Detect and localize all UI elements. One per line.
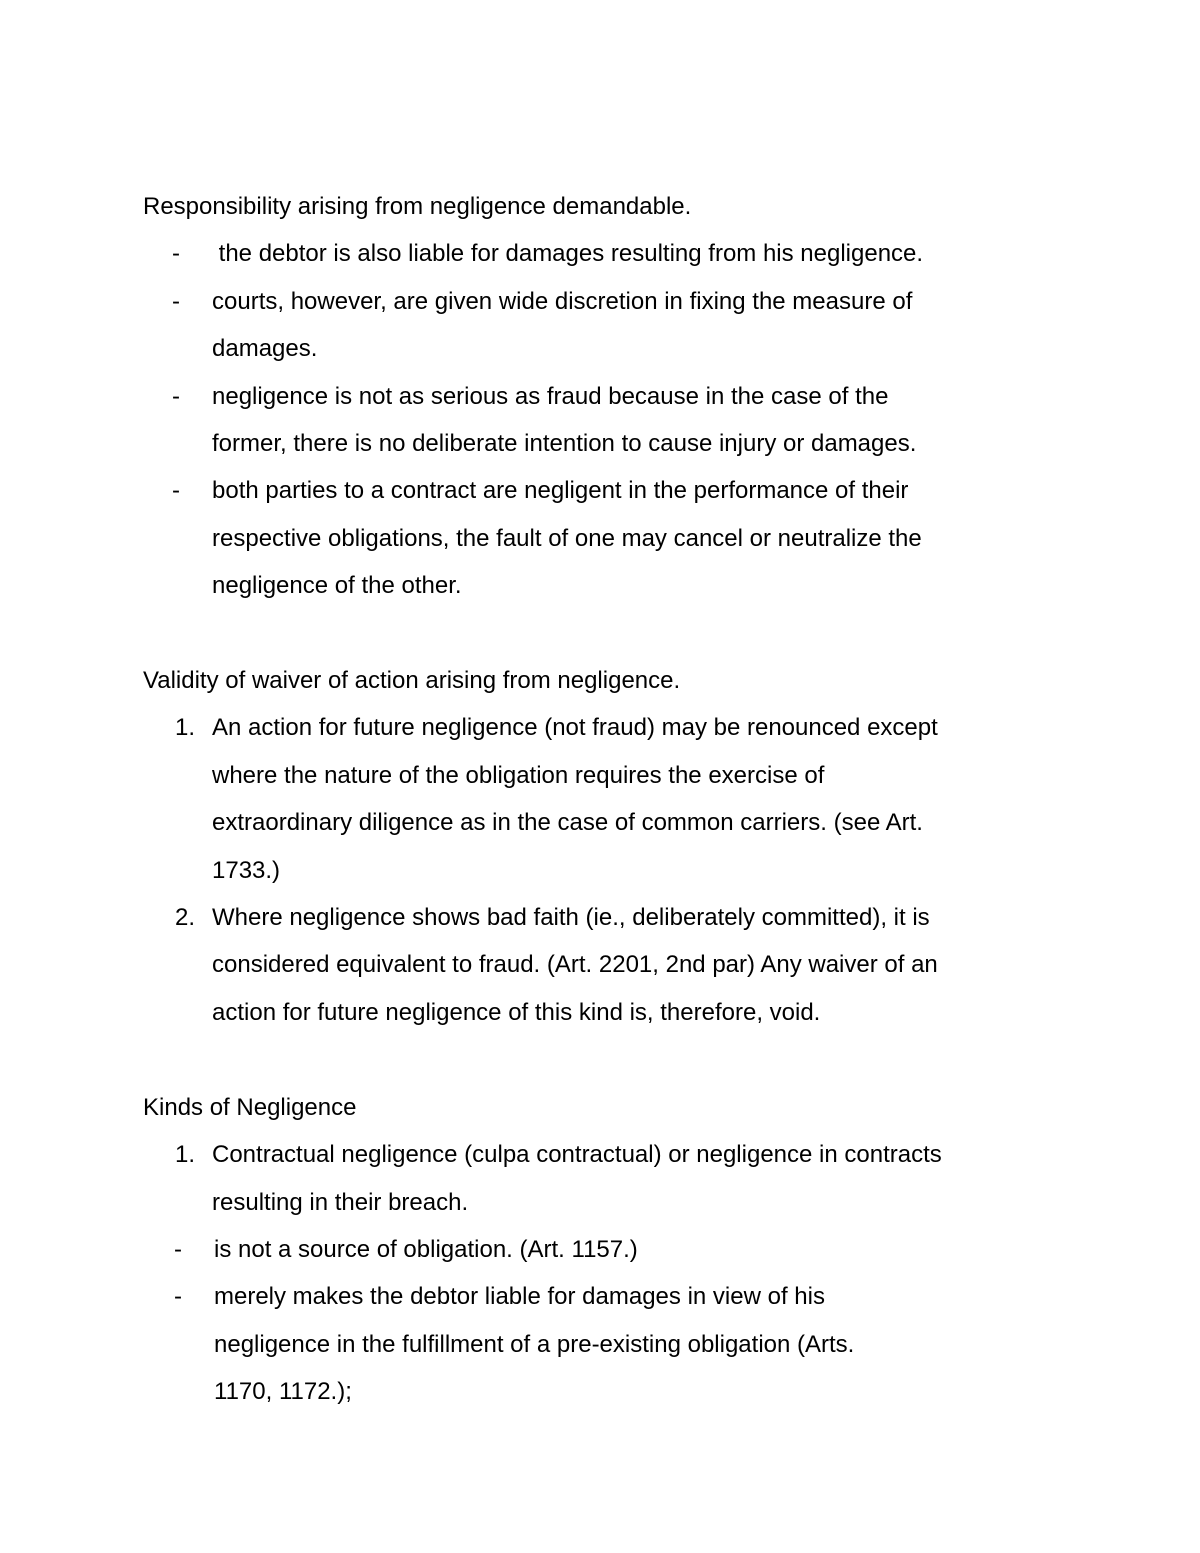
list-item-line: damages. (212, 335, 318, 363)
paragraph-spacer (143, 1036, 1063, 1083)
numbered-item (143, 704, 1063, 894)
list-item-line: Where negligence shows bad faith (ie., deliberately committed), it is (212, 904, 930, 932)
list-item-line: is not a source of obligation. (Art. 1157.) (214, 1235, 638, 1263)
section-heading-waiver: Validity of waiver of action arising from negligence. (143, 667, 681, 695)
bullet-marker: - (172, 287, 180, 315)
bullet-marker: - (172, 240, 180, 268)
list-item-line: An action for future negligence (not fraud) may be renounced except (212, 714, 938, 742)
list-item-line: negligence in the fulfillment of a pre-existing obligation (Arts. (214, 1330, 855, 1358)
list-item-line: Contractual negligence (culpa contractual) or negligence in contracts (212, 1141, 942, 1169)
sub-list-item (74, 1273, 1063, 1415)
number-marker: 1. (175, 1141, 196, 1169)
bullet-marker: - (172, 382, 180, 410)
list-item-line: considered equivalent to fraud. (Art. 2201, 2nd par) Any waiver of an (212, 951, 938, 979)
number-marker: 1. (175, 714, 196, 742)
list-item (143, 230, 1063, 277)
list-item (143, 373, 1063, 468)
document-body (143, 183, 1063, 1416)
list-item-line: the debtor is also liable for damages resulting from his negligence. (212, 240, 924, 268)
list-item-line: merely makes the debtor liable for damages in view of his (214, 1283, 825, 1311)
list-item-line: negligence of the other. (212, 572, 462, 600)
list-item-line: former, there is no deliberate intention to cause injury or damages. (212, 430, 917, 458)
number-marker: 2. (175, 904, 196, 932)
paragraph-spacer (143, 610, 1063, 657)
list-item-line: extraordinary diligence as in the case of common carriers. (see Art. (212, 809, 923, 837)
numbered-item (143, 1131, 1063, 1226)
list-item-line: both parties to a contract are negligent in the performance of their (212, 477, 909, 505)
bullet-marker: - (172, 477, 180, 505)
bullet-marker: - (174, 1283, 182, 1311)
list-item-line: where the nature of the obligation requires the exercise of (212, 761, 825, 789)
section-heading-kinds: Kinds of Negligence (143, 1093, 357, 1121)
list-item-line: respective obligations, the fault of one may cancel or neutralize the (212, 524, 922, 552)
sub-list-item (74, 1226, 1063, 1273)
list-item-line: courts, however, are given wide discretion in fixing the measure of (212, 287, 913, 315)
numbered-item (143, 894, 1063, 1036)
list-item-line: action for future negligence of this kind is, therefore, void. (212, 998, 821, 1026)
bullet-marker: - (174, 1235, 182, 1263)
list-item (143, 278, 1063, 373)
list-item-line: 1733.) (212, 856, 281, 884)
list-item-line: negligence is not as serious as fraud because in the case of the (212, 382, 889, 410)
section-heading-responsibility: Responsibility arising from negligence demandable. (143, 193, 692, 220)
list-item-line: resulting in their breach. (212, 1188, 469, 1216)
list-item (143, 467, 1063, 609)
list-item-line: 1170, 1172.); (214, 1378, 352, 1406)
